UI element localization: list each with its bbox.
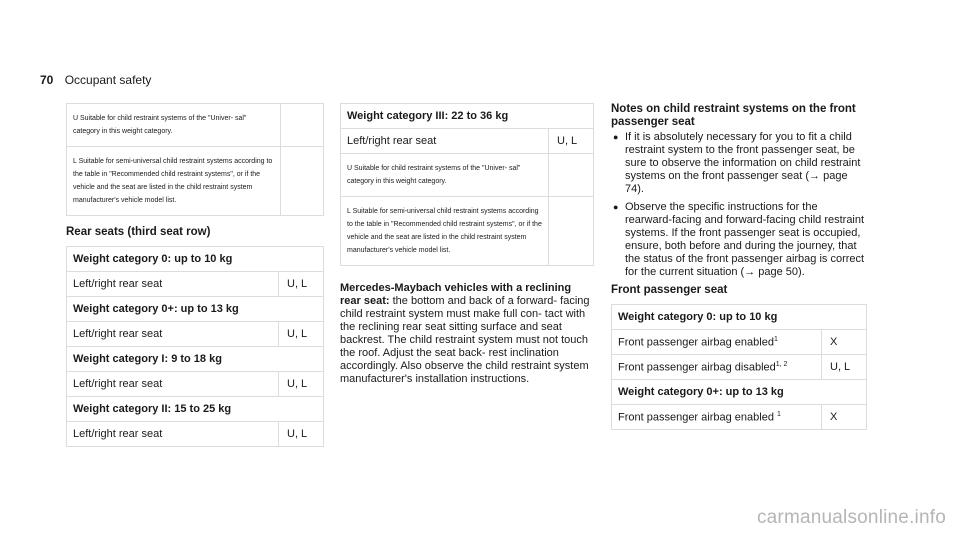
note-semi-universal: L Suitable for semi-universal child restraint systems according to the table in "Recommended child restraint systems", or if the vehicle and the seat are listed in the child restraint system manufacturer's vehicle model list. [67, 147, 281, 216]
seat-label: Left/right rear seat [67, 372, 279, 397]
seat-label: Left/right rear seat [67, 322, 279, 347]
front-passenger-heading: Front passenger seat [611, 284, 728, 296]
seat-value: U, L [279, 272, 324, 297]
airbag-value: U, L [822, 355, 867, 380]
maybach-note [340, 282, 594, 386]
weight-iii-table [340, 103, 594, 266]
list-item: ● If it is absolutely necessary for you to fit a child restraint system to the front passenger seat, be sure to observe the information on child restraint systems on the front passenger seat (→ page 74). [613, 131, 861, 195]
seat-value: U, L [279, 422, 324, 447]
airbag-label: Front passenger airbag enabled $^1$ [612, 405, 822, 430]
table-row [612, 355, 867, 380]
table-row [612, 405, 867, 430]
seat-label: Left/right rear seat [341, 129, 549, 154]
table-row [67, 372, 324, 397]
seat-label: Left/right rear seat [67, 272, 279, 297]
airbag-label: Front passenger airbag disabled$^{1, 2}$ [612, 355, 822, 380]
page-number: 70 [40, 73, 54, 87]
column-right [611, 103, 867, 430]
note-semi-universal: L Suitable for semi-universal child restraint systems according to the table in "Recommended child restraint systems", or if the vehicle and the seat are listed in the child restraint system manufacturer's vehicle model list. [341, 197, 549, 266]
airbag-value: X [822, 330, 867, 355]
note-universal: U Suitable for child restraint systems of the "Univer- sal" category in this weight category. [341, 154, 549, 197]
airbag-value: X [822, 405, 867, 430]
airbag-label: Front passenger airbag enabled$^1$ [612, 330, 822, 355]
weight-category-header: Weight category I: 9 to 18 kg [67, 347, 324, 372]
weight-category-header: Weight category II: 15 to 25 kg [67, 397, 324, 422]
notes-table-left [66, 103, 324, 216]
front-notes-heading: Notes on child restraint systems on the front passenger seat [611, 103, 856, 128]
rear-seats-table [66, 246, 324, 447]
weight-category-header: Weight category 0: up to 10 kg [67, 247, 324, 272]
note-universal: U Suitable for child restraint systems of the "Univer- sal" category in this weight category. [67, 104, 281, 147]
table-row [67, 272, 324, 297]
weight-category-header: Weight category 0: up to 10 kg [612, 305, 867, 330]
bullet-icon: ● [613, 132, 619, 142]
seat-label: Left/right rear seat [67, 422, 279, 447]
notes-list [611, 131, 867, 279]
weight-category-header: Weight category 0+: up to 13 kg [67, 297, 324, 322]
front-passenger-table [611, 304, 867, 430]
rear-seats-heading: Rear seats (third seat row) [66, 226, 211, 238]
table-row [67, 322, 324, 347]
column-left [66, 103, 324, 447]
watermark: carmanualsonline.info [756, 507, 946, 528]
bullet-icon: ● [613, 202, 619, 212]
table-row [341, 129, 594, 154]
section-title: Occupant safety [64, 73, 152, 87]
seat-value: U, L [279, 322, 324, 347]
page-header [40, 73, 151, 87]
seat-value: U, L [279, 372, 324, 397]
table-row [67, 422, 324, 447]
maybach-text: the bottom and back of a forward- facing child restraint system must make full con- tact with the reclining rear seat sitting surface and seat backrest. The child restraint system must not touch the roof. Adjust the seat back- rest inclination accordingly. Also observe the child restraint system manufacturer's installation instructions. [340, 295, 590, 385]
maybach-heading: Mercedes-Maybach vehicles with a reclining rear seat: [340, 282, 572, 307]
column-middle [340, 103, 594, 386]
list-item: ● Observe the specific instructions for the rearward-facing and forward-facing child restraint systems. If the front passenger seat is occupied, ensure, both before and during the journey, that the status of the front passenger airbag is correct for the current situation (→ page 50). [613, 201, 865, 278]
table-row [612, 330, 867, 355]
seat-value: U, L [549, 129, 594, 154]
weight-category-header: Weight category 0+: up to 13 kg [612, 380, 867, 405]
weight-category-header: Weight category III: 22 to 36 kg [341, 104, 594, 129]
